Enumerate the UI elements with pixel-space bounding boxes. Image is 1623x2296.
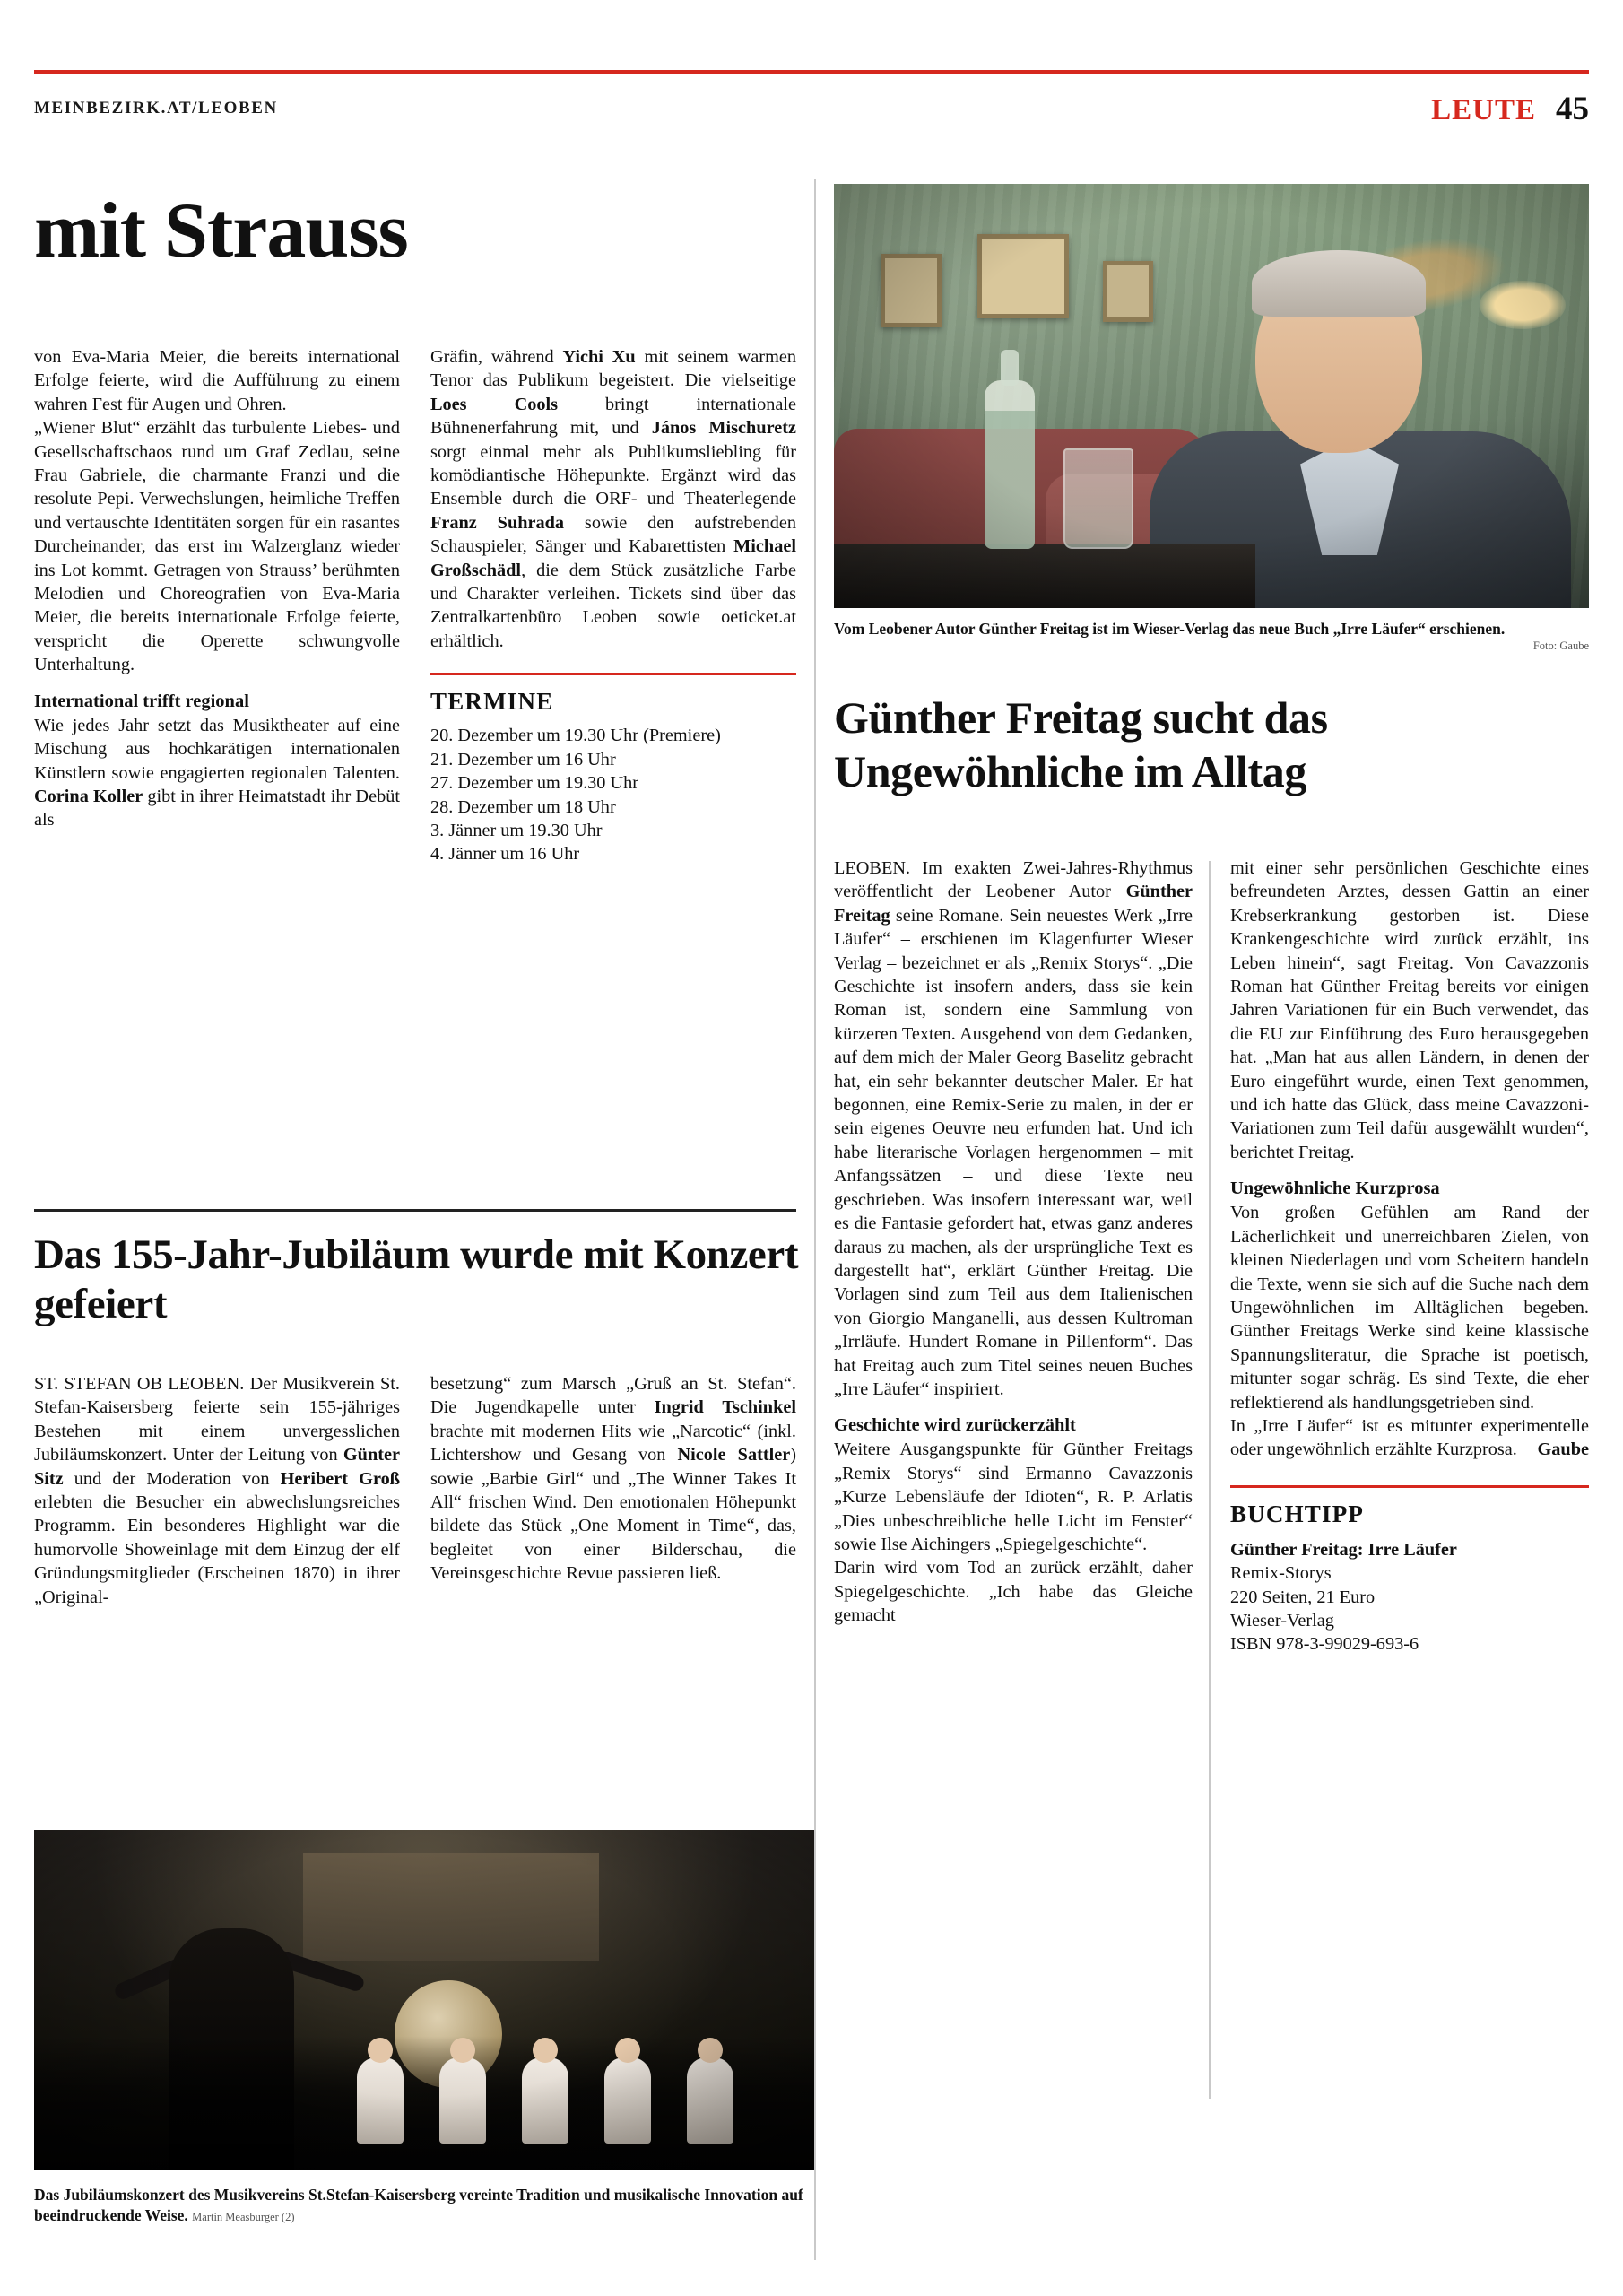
operette-title-block <box>34 187 796 274</box>
operette-para-1: von Eva-Maria Meier, die bereits international Erfolge feierte, wird die Aufführung zu einem wahren Fest für Augen und Ohren. <box>34 347 400 414</box>
page-header <box>34 86 1589 131</box>
termin-item-3: 28. Dezember um 18 Uhr <box>430 796 616 817</box>
buchtipp-rule <box>1230 1485 1589 1488</box>
jubilaeum-para-2: besetzung“ zum Marsch „Gruß an St. Stefan“. Die Jugendkapelle unter Ingrid Tschinkel brachte mit modernen Hits wie „Narcotic“ (inkl. Lichtershow und Gesang von Nicole Sattler) sowie „Barbie Girl“ und „The Winner Takes It All“ frischen Wind. Den emotionalen Höhepunkt bildete das Stück „One Moment in Time“, das, begleitet von einer Bilderschau, die Vereinsgeschichte Revue passieren ließ. <box>430 1374 797 1584</box>
author-photo-credit: Foto: Gaube <box>1532 639 1589 652</box>
header-kicker: MEINBEZIRK.AT/LEOBEN <box>34 99 278 117</box>
termine-title: TERMINE <box>430 688 554 716</box>
jubilaeum-top-rule <box>34 1209 796 1212</box>
freitag-subhead-1: Geschichte wird zurückerzählt <box>834 1415 1076 1436</box>
termin-item-5: 4. Jänner um 16 Uhr <box>430 844 580 865</box>
author-caption-block <box>834 619 1589 653</box>
header-top-rule <box>34 70 1589 74</box>
termin-item-1: 21. Dezember um 16 Uhr <box>430 749 616 770</box>
freitag-para-5: Von großen Gefühlen am Rand der Lächerlichkeit und unerreichbaren Zielen, von kleinen Niederlagen und vom Scheitern handeln die Texte, wenn sie sich auf die Suche nach dem Ungewöhnlichen im Alltäglichen begeben. Günther Freitags Werke sind keine klassische Spannungsliteratur, die Sprache ist poetisch, mitunter sogar schräg. Es sind Texte, die eher reflektierend als handlungsgetrieben sind. <box>1230 1203 1589 1413</box>
freitag-para-6 <box>1230 1414 1589 1462</box>
buchtipp-book-title: Günther Freitag: Irre Läufer <box>1230 1539 1457 1560</box>
operette-para-4: Gräfin, während Yichi Xu mit seinem warmen Tenor das Publikum begeistert. Die vielseitige Loes Cools bringt internationale Bühnenerfahrung mit, und János Mischuretz sorgt einmal mehr als Publikumsliebling für komödiantische Höhepunkte. Ergänzt wird das Ensemble durch die ORF- und Theaterlegende Franz Suhrada sowie den aufstrebenden Schauspieler, Sänger und Kabarettisten Michael Großschädl, die dem Stück zusätzliche Farbe und Charakter verleihen. Tickets sind über das Zentralkartenbüro Leoben sowie oeticket.at erhältlich. <box>430 347 796 651</box>
jubilaeum-column-2 <box>430 1372 796 1586</box>
buchtipp-line-0: Remix-Storys <box>1230 1563 1332 1584</box>
freitag-column-1 <box>834 857 1193 1628</box>
freitag-subhead-2: Ungewöhnliche Kurzprosa <box>1230 1178 1440 1199</box>
header-right <box>1431 90 1589 128</box>
operette-subhead: International trifft regional <box>34 691 249 711</box>
concert-caption <box>34 2185 816 2227</box>
concert-caption-block <box>34 2185 816 2227</box>
buchtipp-line-2: Wieser-Verlag <box>1230 1610 1334 1631</box>
operette-para-3: Wie jedes Jahr setzt das Musiktheater auf eine Mischung aus hochkarätigen internationalen Künstlern sowie engagierten regionalen Talenten. Corina Koller gibt in ihrer Heimatstadt ihr Debüt als <box>34 715 400 831</box>
termin-item-4: 3. Jänner um 19.30 Uhr <box>430 820 603 840</box>
freitag-column-divider <box>1209 861 1211 2099</box>
page-number: 45 <box>1556 90 1589 127</box>
jubilaeum-headline: Das 155-Jahr-Jubiläum wurde mit Konzert gefeiert <box>34 1231 799 1327</box>
jubilaeum-top-rule-wrap <box>34 1209 796 1212</box>
concert-photo-vignette <box>34 1830 816 2170</box>
operette-para-2: „Wiener Blut“ erzählt das turbulente Liebes- und Gesellschaftschaos rund um Graf Zedlau, seine Frau Gabriele, die charmante Franzi und die resolute Pepi. Verwechslungen, heimliche Treffen und vertauschte Identitäten sorgen für ein rasantes Durcheinander, das erst im Walzerglanz wieder ins Lot kommt. Getragen von Strauss’ berühmten Melodien und Choreografien von Eva-Maria Meier, die bereits internationale Erfolge feierte, verspricht die Operette schwungvolle Unterhaltung. <box>34 418 400 675</box>
section-label: LEUTE <box>1431 93 1536 126</box>
freitag-headline-block <box>834 691 1589 798</box>
freitag-para-6-text: In „Irre Läufer“ ist es mitunter experimentelle oder ungewöhnlich erzählte Kurzprosa. <box>1230 1415 1589 1460</box>
author-photo <box>834 184 1589 608</box>
jubilaeum-headline-block <box>34 1231 823 1329</box>
freitag-para-3: Darin wird vom Tod an zurück erzählt, daher Spiegelgeschichte. „Ich habe das Gleiche gemacht <box>834 1558 1193 1626</box>
author-signature: Gaube <box>1537 1439 1589 1460</box>
freitag-para-4: mit einer sehr persönlichen Geschichte eines befreundeten Arztes, dessen Gattin an einer Krebserkrankung gestorben ist. Diese Krankengeschichte wird zurück erzählt, ins Leben hinein“, sagt Freitag. Von Cavazzonis Roman hat Günther Freitag bereits vor einigen Jahren Variationen für ein Buch verwendet, das die EU zur Einführung des Euro herausgegeben hat. „Man hat aus allen Ländern, in denen der Euro eingeführt wurde, einen Text genommen, und ich hatte das Glück, dass meine Cavazzoni-Variationen zum Teil dafür ausgewählt wurden“, berichtet Freitag. <box>1230 858 1589 1162</box>
concert-caption-text: Das Jubiläumskonzert des Musikvereins St.Stefan-Kaisersberg vereinte Tradition und musikalische Innovation auf beeindruckende Weise. <box>34 2186 803 2224</box>
freitag-para-1: LEOBEN. Im exakten Zwei-Jahres-Rhythmus veröffentlicht der Leobener Autor Günther Freitag seine Romane. Sein neuestes Werk „Irre Läufer“ – erschienen im Klagenfurter Wieser Verlag – bezeichnet er als „Remix Storys“. „Die Geschichte ist insofern anders, dass sie kein Roman ist, sondern eine Sammlung von kürzeren Texten. Ausgehend von dem Gedanken, auf dem mich der Maler Georg Baselitz gebracht hat, ein sehr bekannter deutscher Maler. Er hat begonnen, eine Remix-Serie zu malen, in der er sein eigenes Oeuvre neu erfunden hat. Und ich habe literarische Vorlagen hergenommen – mit Anfangssätzen – und diese Texte neu geschrieben. Was insofern interessant war, weil es die Fantasie gefordert hat, etwas ganz anderes daraus zu machen, als der ursprüngliche Text es dargestellt hat“, erklärt Günther Freitag. Die Vorlagen sind zum Teil aus dem Italienischen von Giorgio Manganelli, aus dessen Kultroman „Irrläufe. Hundert Romane in Pillenform“. Das hat Freitag auch zum Titel seines neuen Buches „Irre Läufer“ inspiriert. <box>834 858 1193 1399</box>
concert-photo <box>34 1830 816 2170</box>
author-photo-vignette <box>834 184 1589 608</box>
column-divider <box>814 179 816 2260</box>
concert-photo-credit: Martin Measburger (2) <box>192 2210 295 2223</box>
termin-item-2: 27. Dezember um 19.30 Uhr <box>430 773 639 794</box>
termin-item-0: 20. Dezember um 19.30 Uhr (Premiere) <box>430 726 721 746</box>
author-caption: Vom Leobener Autor Günther Freitag ist im Wieser-Verlag das neue Buch „Irre Läufer“ erschienen. <box>834 620 1506 638</box>
buchtipp-title: BUCHTIPP <box>1230 1500 1365 1527</box>
buchtipp-line-1: 220 Seiten, 21 Euro <box>1230 1587 1376 1607</box>
page-title: mit Strauss <box>34 187 408 274</box>
jubilaeum-column-1 <box>34 1372 400 1609</box>
termine-rule <box>430 673 796 675</box>
operette-column-2 <box>430 345 796 866</box>
freitag-headline: Günther Freitag sucht das Ungewöhnliche im Alltag <box>834 692 1328 796</box>
operette-column-1 <box>34 345 400 832</box>
jubilaeum-para-1: ST. STEFAN OB LEOBEN. Der Musikverein St. Stefan-Kaisersberg feierte sein 155-jähriges Bestehen mit einem unvergesslichen Jubiläumskonzert. Unter der Leitung von Günter Sitz und der Moderation von Heribert Groß erlebten die Besucher ein abwechslungsreiches Programm. Ein besonderes Highlight war die humorvolle Showeinlage mit dem Einzug der elf Gründungsmitglieder (Erscheinen 1870) in ihrer „Original- <box>34 1374 401 1607</box>
buchtipp-line-3: ISBN 978-3-99029-693-6 <box>1230 1634 1419 1655</box>
freitag-para-2: Weitere Ausgangspunkte für Günther Freitags „Remix Storys“ sind Ermanno Cavazzonis „Kurze Lebensläufe der Idioten“, R. P. Arlatis „Dies unbeschreibliche helle Licht im Fenster“ sowie Ilse Aichingers „Spiegelgeschichte“. <box>834 1439 1193 1554</box>
freitag-column-2 <box>1230 857 1589 1657</box>
